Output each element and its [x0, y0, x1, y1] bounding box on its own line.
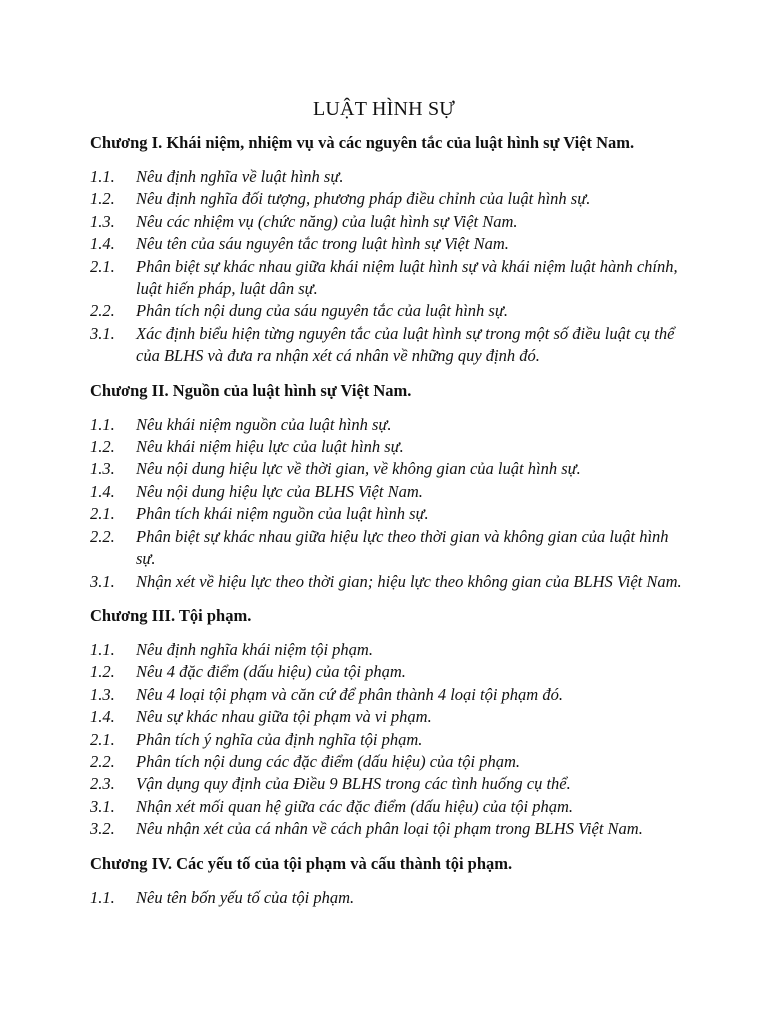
- item-text: Nêu khái niệm hiệu lực của luật hình sự.: [136, 437, 404, 457]
- item-text: Nêu định nghĩa về luật hình sự.: [136, 167, 344, 186]
- list-item: [90, 571, 690, 593]
- item-number: 3.1.: [90, 571, 115, 591]
- chapter-item-list: [90, 639, 690, 841]
- list-item: [90, 706, 690, 728]
- chapter-section: [90, 380, 690, 593]
- document-body: [90, 132, 690, 921]
- item-text: Phân biệt sự khác nhau giữa hiệu lực theo thời gian và không gian của luật hình sự.: [136, 526, 669, 569]
- item-text: Phân tích nội dung các đặc điểm (dấu hiệu) của tội phạm.: [136, 751, 521, 771]
- item-number: 1.1.: [90, 639, 115, 659]
- item-number: 2.2.: [90, 301, 115, 321]
- list-item: [90, 436, 690, 458]
- list-item: [90, 796, 690, 818]
- item-number: 2.2.: [90, 751, 115, 771]
- item-number: 3.1.: [90, 323, 115, 343]
- item-text: Nêu khái niệm nguồn của luật hình sự.: [136, 414, 392, 434]
- item-number: 1.1.: [90, 414, 115, 434]
- item-text: Phân tích nội dung của sáu nguyên tắc của luật hình sự.: [136, 301, 508, 321]
- item-text: Nêu nhận xét của cá nhân về cách phân loại tội phạm trong BLHS Việt Nam.: [136, 819, 643, 839]
- list-item: [90, 661, 690, 683]
- chapter-section: [90, 853, 690, 909]
- item-text: Xác định biểu hiện từng nguyên tắc của luật hình sự trong một số điều luật cụ thể của BLHS và đưa ra nhận xét cá nhân về những quy định đó.: [136, 323, 675, 366]
- item-text: Nêu tên của sáu nguyên tắc trong luật hình sự Việt Nam.: [136, 234, 509, 254]
- list-item: [90, 526, 690, 571]
- chapter-item-list: [90, 166, 690, 368]
- item-text: Nêu định nghĩa khái niệm tội phạm.: [136, 639, 373, 659]
- item-number: 2.3.: [90, 774, 115, 794]
- chapter-heading: Chương IV. Các yếu tố của tội phạm và cấu thành tội phạm.: [90, 853, 513, 873]
- item-text: Nêu nội dung hiệu lực về thời gian, về không gian của luật hình sự.: [136, 459, 581, 479]
- item-number: 2.1.: [90, 504, 115, 524]
- item-text: Vận dụng quy định của Điều 9 BLHS trong các tình huống cụ thể.: [136, 774, 571, 794]
- item-number: 1.2.: [90, 437, 115, 457]
- chapter-section: [90, 605, 690, 841]
- chapter-heading: Chương III. Tội phạm.: [90, 605, 252, 625]
- document-title: LUẬT HÌNH SỰ: [313, 98, 455, 120]
- item-text: Nhận xét mối quan hệ giữa các đặc điểm (dấu hiệu) của tội phạm.: [136, 796, 573, 816]
- item-text: Nêu các nhiệm vụ (chức năng) của luật hình sự Việt Nam.: [136, 211, 518, 231]
- item-number: 1.2.: [90, 189, 115, 209]
- item-text: Nêu định nghĩa đối tượng, phương pháp điều chỉnh của luật hình sự.: [136, 189, 591, 209]
- item-text: Phân tích ý nghĩa của định nghĩa tội phạm.: [136, 729, 423, 749]
- item-text: Nêu 4 loại tội phạm và căn cứ để phân thành 4 loại tội phạm đó.: [136, 684, 563, 704]
- chapter-section: [90, 132, 690, 368]
- item-number: 1.3.: [90, 684, 115, 704]
- item-text: Nêu tên bốn yếu tố của tội phạm.: [136, 887, 355, 907]
- item-number: 1.1.: [90, 167, 115, 186]
- item-number: 1.4.: [90, 234, 115, 254]
- item-number: 2.2.: [90, 526, 115, 546]
- chapter-heading: Chương II. Nguồn của luật hình sự Việt Nam.: [90, 380, 412, 400]
- list-item: [90, 773, 690, 795]
- list-item: [90, 684, 690, 706]
- item-number: 2.1.: [90, 256, 115, 276]
- item-text: Phân biệt sự khác nhau giữa khái niệm luật hình sự và khái niệm luật hành chính, luật hiến pháp, luật dân sự.: [136, 256, 678, 299]
- item-text: Nêu sự khác nhau giữa tội phạm và vi phạm.: [136, 707, 432, 727]
- item-text: Nhận xét về hiệu lực theo thời gian; hiệu lực theo không gian của BLHS Việt Nam.: [136, 571, 682, 591]
- chapter-heading: Chương I. Khái niệm, nhiệm vụ và các nguyên tắc của luật hình sự Việt Nam.: [90, 133, 635, 152]
- list-item: [90, 211, 690, 233]
- list-item: [90, 414, 690, 436]
- item-number: 1.4.: [90, 707, 115, 727]
- list-item: [90, 300, 690, 322]
- list-item: [90, 166, 690, 188]
- list-item: [90, 729, 690, 751]
- list-item: [90, 458, 690, 480]
- item-number: 2.1.: [90, 729, 115, 749]
- list-item: [90, 481, 690, 503]
- list-item: [90, 323, 690, 368]
- item-number: 3.2.: [90, 819, 115, 839]
- list-item: [90, 256, 690, 301]
- list-item: [90, 887, 690, 909]
- list-item: [90, 233, 690, 255]
- item-number: 1.3.: [90, 211, 115, 231]
- item-number: 1.1.: [90, 887, 115, 907]
- item-number: 1.2.: [90, 662, 115, 682]
- list-item: [90, 503, 690, 525]
- list-item: [90, 751, 690, 773]
- item-number: 1.4.: [90, 481, 115, 501]
- chapter-item-list: [90, 887, 690, 909]
- list-item: [90, 639, 690, 661]
- item-text: Phân tích khái niệm nguồn của luật hình sự.: [136, 504, 429, 524]
- item-number: 1.3.: [90, 459, 115, 479]
- item-text: Nêu 4 đặc điểm (dấu hiệu) của tội phạm.: [136, 662, 406, 682]
- item-number: 3.1.: [90, 796, 115, 816]
- chapter-item-list: [90, 414, 690, 593]
- list-item: [90, 818, 690, 840]
- list-item: [90, 188, 690, 210]
- item-text: Nêu nội dung hiệu lực của BLHS Việt Nam.: [136, 481, 423, 501]
